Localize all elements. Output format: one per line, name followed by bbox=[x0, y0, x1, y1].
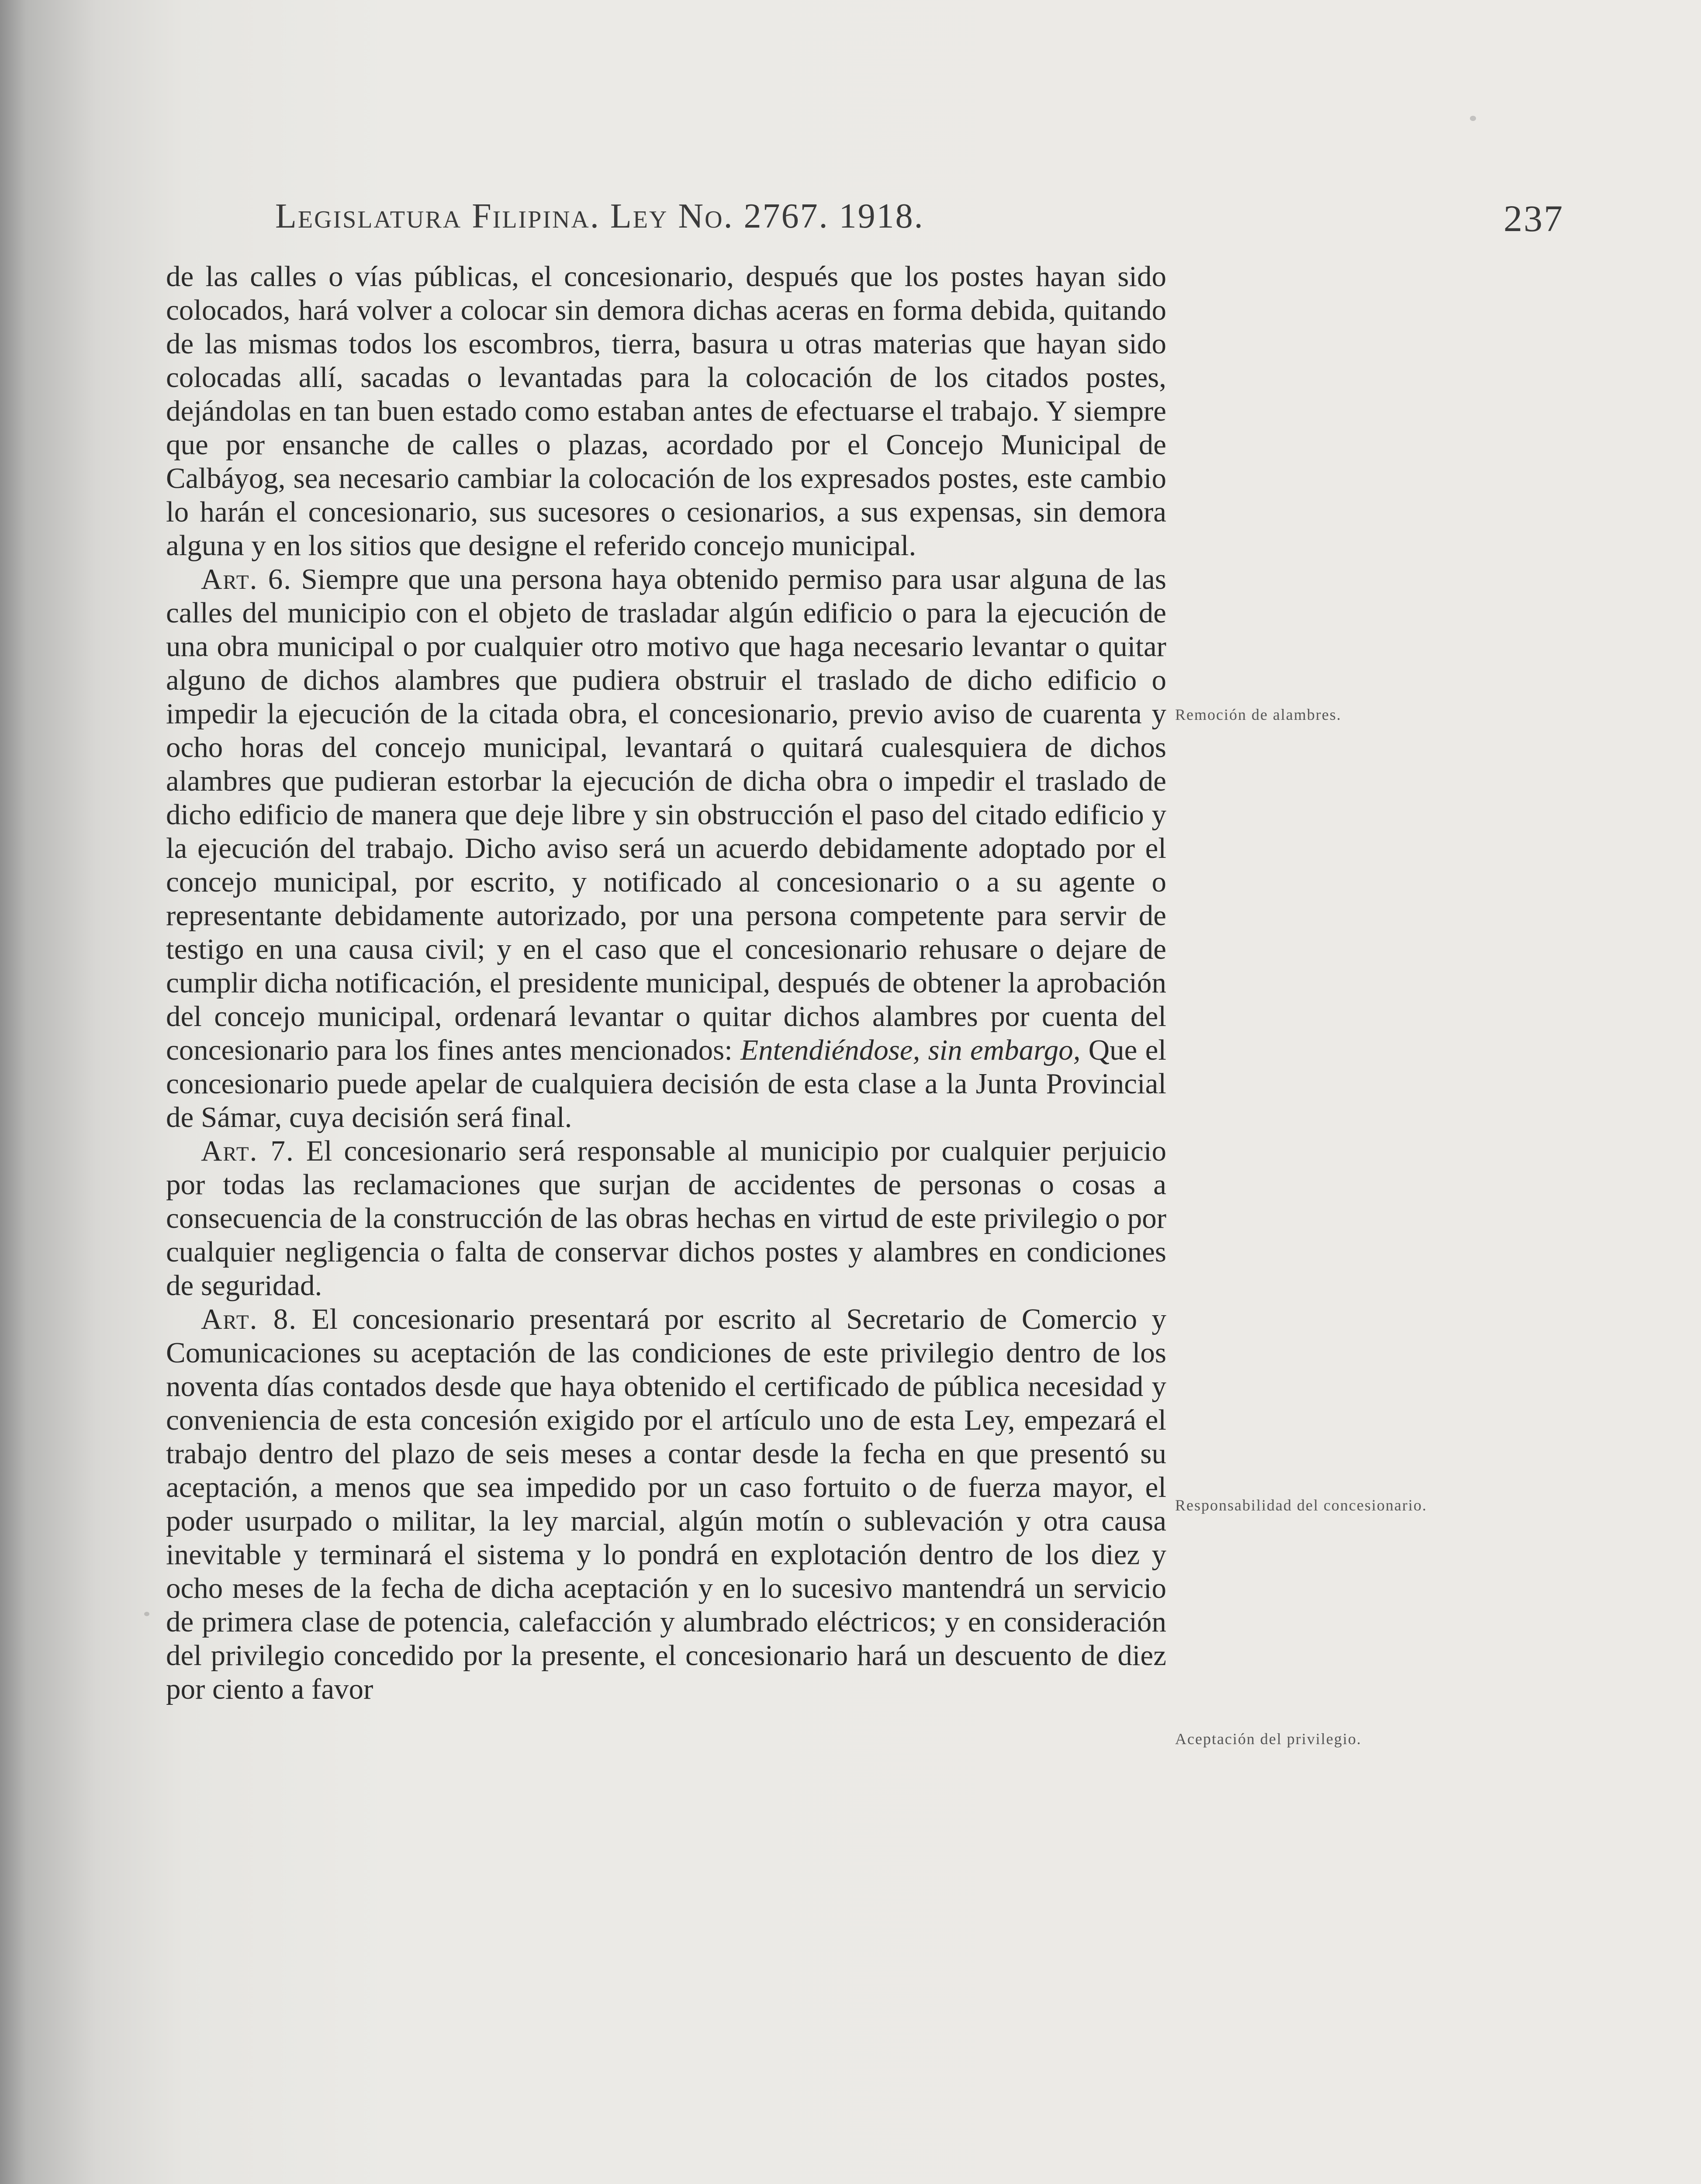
scan-speck bbox=[1470, 116, 1476, 121]
article-label: Art. 8. bbox=[201, 1303, 297, 1335]
margin-note-responsabilidad: Responsabilidad del concesionario. bbox=[1175, 1496, 1427, 1514]
page-number: 237 bbox=[1504, 197, 1564, 239]
article-text: El concesionario será responsable al municipio por cualquier perjuicio por todas las reclamaciones que surjan de accidentes de personas o cosas a consecuencia de la construcción de las obras hechas en virtud de este privilegio o por cualquier negligencia o falta de conservar dichos postes y alambres en condiciones de seguridad. bbox=[166, 1135, 1166, 1302]
article-7 bbox=[166, 1134, 1166, 1303]
paragraph-continuation: de las calles o vías públicas, el concesionario, después que los postes hayan sido colocados, hará volver a colocar sin demora dichas aceras en forma debida, quitando de las mismas todos los escombros, tierra, basura u otras materias que hayan sido colocadas allí, sacadas o levantadas para la colocación de los citados postes, dejándolas en tan buen estado como estaban antes de efectuarse el trabajo. Y siempre que por ensanche de calles o plazas, acordado por el Concejo Municipal de Calbáyog, sea necesario cambiar la colocación de los expresados postes, este cambio lo harán el concesionario, sus sucesores o cesionarios, a sus expensas, sin demora alguna y en los sitios que designe el referido concejo municipal. bbox=[166, 260, 1166, 562]
page-header bbox=[275, 192, 1564, 245]
article-label: Art. 7. bbox=[201, 1135, 294, 1167]
margin-note-aceptacion: Aceptación del privilegio. bbox=[1175, 1730, 1362, 1748]
article-label: Art. 6. bbox=[201, 563, 292, 595]
article-italic-text: Entendiéndose, sin embargo, bbox=[740, 1034, 1081, 1066]
article-text: Siempre que una persona haya obtenido permiso para usar alguna de las calles del municipio con el objeto de trasladar algún edificio o para la ejecución de una obra municipal o por cualquier otro motivo que haga necesario levantar o quitar alguno de dichos alambres que pudiera obstruir el traslado de dicho edificio o impedir la ejecución de la citada obra, el concesionario, previo aviso de cuarenta y ocho horas del concejo municipal, levantará o quitará cualesquiera de dichos alambres que pudieran estorbar la ejecución de dicha obra o impedir el traslado de dicho edificio de manera que deje libre y sin obstrucción el paso del citado edificio y la ejecución del trabajo. Dicho aviso será un acuerdo debidamente adoptado por el concejo municipal, por escrito, y notificado al concesionario o a su agente o representante debidamente autorizado, por una persona competente para servir de testigo en una causa civil; y en el caso que el concesionario rehusare o dejare de cumplir dicha notificación, el presidente municipal, después de obtener la aprobación del concejo municipal, ordenará levantar o quitar dichos alambres por cuenta del concesionario para los fines antes mencionados: bbox=[166, 563, 1166, 1066]
article-6 bbox=[166, 563, 1166, 1134]
body-text bbox=[166, 260, 1166, 1706]
article-8 bbox=[166, 1303, 1166, 1706]
running-title: Legislatura Filipina. Ley No. 2767. 1918. bbox=[275, 197, 924, 235]
scan-speck bbox=[144, 1612, 149, 1616]
article-text: El concesionario presentará por escrito al Secretario de Comercio y Comunicaciones su aceptación de las condiciones de este privilegio dentro de los noventa días contados desde que haya obtenido el certificado de pública necesidad y conveniencia de esta concesión exigido por el artículo uno de esta Ley, empezará el trabajo dentro del plazo de seis meses a contar desde la fecha en que presentó su aceptación, a menos que sea impedido por un caso fortuito o de fuerza mayor, el poder usurpado o militar, la ley marcial, algún motín o sublevación y otra causa inevitable y terminará el sistema y lo pondrá en explotación dentro de los diez y ocho meses de la fecha de dicha aceptación y en lo sucesivo mantendrá un servicio de primera clase de potencia, calefacción y alumbrado eléctricos; y en consideración del privilegio concedido por la presente, el concesionario hará un descuento de diez por ciento a favor bbox=[166, 1303, 1166, 1705]
margin-note-remocion: Remoción de alambres. bbox=[1175, 706, 1341, 723]
article-text-end: Que el concesionario puede apelar de cualquiera decisión de esta clase a la Junta Provincial de Sámar, cuya decisión será final. bbox=[166, 1034, 1167, 1133]
document-page bbox=[166, 192, 1616, 2184]
